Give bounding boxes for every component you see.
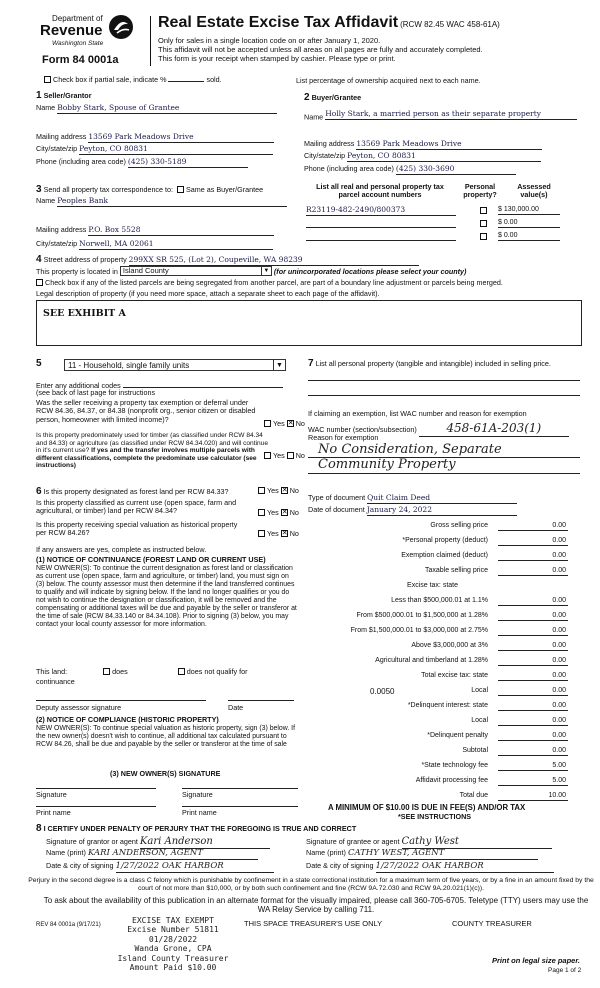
notice1-title: (1) NOTICE OF CONTINUANCE (FOREST LAND OR CURRENT USE) [36, 555, 266, 564]
grantee-sig-row: Signature of grantee or agent Cathy West [306, 836, 552, 849]
county-treasurer-label: COUNTY TREASURER [452, 919, 532, 928]
grantee-name-field[interactable]: CATHY WEST, AGENT [348, 849, 538, 860]
parcel-number-field[interactable] [306, 219, 456, 228]
s5-q1-no-checkbox[interactable] [287, 420, 294, 427]
perjury-notice: Perjury in the second degree is a class C felony which is punishable by confinement in a state correctional institution for a maximum term of five years, or by a fine in an amount fixed by the court of not more than $10,000, or by both such confinement and fine (RCW 9A.72.030 and RCW 9A.20.021(1)(c)). [28, 877, 594, 892]
calc-row: *Delinquent penalty 0.00 [308, 732, 568, 742]
s6-q3: Is this property receiving special valuation as historical property per RCW 84.26? [36, 520, 238, 538]
parcel-col3-header: Assessed value(s) [517, 182, 551, 200]
segregate-row: Check box if any of the listed parcels are being segregated from another parcel, are part of a boundary line adjustment or parcels being merged. [36, 279, 503, 287]
ownership-note: List percentage of ownership acquired next to each name. [296, 76, 481, 85]
calc-row: Local 0.00 [308, 717, 568, 727]
buyer-phone-field[interactable]: (425) 330-3690 [396, 165, 516, 175]
calc-row: Total excise tax: state 0.00 [308, 672, 568, 682]
grantee-date-row: Date & city of signing 1/27/2022 OAK HARBOR [306, 862, 554, 873]
wac-field[interactable]: 458-61A-203(1) [419, 422, 569, 437]
owner-print-label: Print name [36, 808, 71, 817]
calc-row: From $500,000.01 to $1,500,000 at 1.28% 0.00 [308, 612, 568, 622]
legal-description-box[interactable] [36, 300, 582, 346]
calc-row: Above $3,000,000 at 3% 0.00 [308, 642, 568, 652]
seller-name-field[interactable]: Bobby Stark, Spouse of Grantee [57, 104, 277, 114]
dor-emblem-icon [108, 14, 134, 40]
parcel-row [306, 219, 566, 229]
personal-property-checkbox[interactable] [480, 233, 487, 240]
seller-city-field[interactable]: Peyton, CO 80831 [79, 145, 273, 155]
treasurer-use-only: THIS SPACE TREASURER'S USE ONLY [244, 919, 383, 928]
correspondence-row: 3 Send all property tax correspondence to: Same as Buyer/Grantee [36, 184, 264, 195]
owner-sig-label: Signature [36, 790, 67, 799]
owner-sig-label: Signature [182, 790, 213, 799]
header-note2: This affidavit will not be accepted unless all areas on all pages are fully and accurately completed. [158, 45, 483, 54]
notice3-title: (3) NEW OWNER(S) SIGNATURE [110, 769, 221, 778]
calc-value[interactable]: 0.00 [498, 627, 568, 636]
s6-q1-answers: Yes✕ No [256, 487, 299, 495]
exemption-label: If claiming an exemption, list WAC number and reason for exemption [308, 409, 527, 418]
calc-row: *Personal property (deduct) 0.00 [308, 537, 568, 547]
header-note1: Only for sales in a single location code on or after January 1, 2020. [158, 36, 381, 45]
use-code-select[interactable]: 11 - Household, single family units ▼ [64, 359, 286, 371]
grantor-sig-row: Signature of grantor or agent Kari Anderson [46, 836, 270, 849]
legal-description-text: SEE EXHIBIT A [43, 308, 126, 319]
personal-property-checkbox[interactable] [480, 220, 487, 227]
page-number: Page 1 of 2 [548, 967, 582, 974]
partial-sale-row: Check box if partial sale, indicate % sold. [42, 76, 222, 84]
seller-name-row: Name Bobby Stark, Spouse of Grantee [36, 104, 286, 114]
personal-property-checkbox[interactable] [480, 207, 487, 214]
corr-mail-row: Mailing address P.O. Box 5528 [36, 226, 274, 236]
s6-q2-yes-checkbox[interactable] [258, 509, 265, 516]
seller-city-row: City/state/zip Peyton, CO 80831 [36, 145, 273, 155]
s6-q1-no-checkbox[interactable] [281, 487, 288, 494]
calc-row: Less than $500,000.01 at 1.1% 0.00 [308, 597, 568, 607]
partial-sale-checkbox[interactable] [44, 76, 51, 83]
grantor-signature[interactable]: Kari Anderson [140, 836, 270, 849]
header-note3: This form is your receipt when stamped by cashier. Please type or print. [158, 54, 396, 63]
agency-line1: Department of [52, 14, 103, 23]
calc-row: *State technology fee 5.00 [308, 762, 568, 772]
corr-mail-field[interactable]: P.O. Box 5528 [88, 226, 274, 236]
buyer-name-field[interactable]: Holly Stark, a married person as their separate property [325, 110, 577, 120]
dor-logo [40, 14, 150, 68]
seller-mail-row: Mailing address 13569 Park Meadows Drive [36, 133, 274, 143]
s5-q2-yes-checkbox[interactable] [264, 452, 271, 459]
reason-field[interactable]: No Consideration, Separate Community Property [318, 442, 502, 472]
calc-row: Total due 10.00 [308, 792, 568, 802]
s6-q2-answers: Yes✕ No [256, 509, 299, 517]
s5-q1-yes-checkbox[interactable] [264, 420, 271, 427]
grantor-name-row: Name (print) KARI ANDERSON, AGENT [46, 849, 258, 860]
section5-row: 5 [36, 358, 42, 369]
wac-row: WAC number (section/subsection) 458-61A-203(1) [308, 422, 569, 437]
notice1-body: NEW OWNER(S): To continue the current designation as forest land or classification as current use (open space, farm and agriculture, or timber) land, you must sign on (3) below. The county assessor must then determine if the land transferred continues to qualify and will indicate by signing below. If the land no longer qualifies or you do not wish to continue the designation or classification, it will be removed and the compensating or additional taxes will be due and payable by the seller or transferor at the time of sale (RCW 84.33.140 or 84.34.108). Prior to signing (3) below, you may contact your local county assessor for more information. [36, 565, 297, 628]
calc-value[interactable]: 0.00 [498, 747, 568, 756]
buyer-city-row: City/state/zip Peyton, CO 80831 [304, 152, 541, 162]
calc-value[interactable]: 0.00 [498, 522, 568, 531]
deputy-date-label: Date [228, 703, 244, 712]
seller-mail-field[interactable]: 13569 Park Meadows Drive [88, 133, 274, 143]
calc-row: Affidavit processing fee 5.00 [308, 777, 568, 787]
treasurer-stamp: EXCISE TAX EXEMPT Excise Number 51811 01/28/2022 Wanda Grone, CPA Island County Treasurer Amount Paid $10.00 [117, 916, 229, 973]
corr-name-field[interactable]: Peoples Bank [57, 197, 287, 207]
continuance-label: continuance [36, 677, 75, 686]
chevron-down-icon: ▼ [273, 360, 285, 371]
parcel-row [306, 232, 566, 242]
calc-value[interactable]: 0.00 [498, 717, 568, 726]
calc-value[interactable]: 0.00 [498, 612, 568, 621]
buyer-city-field[interactable]: Peyton, CO 80831 [347, 152, 541, 162]
calc-value[interactable]: 0.00 [498, 567, 568, 576]
calc-row: From $1,500,000.01 to $3,000,000 at 2.75% 0.00 [308, 627, 568, 637]
street-row: 4 Street address of property 299XX SR 525, (Lot 2), Coupeville, WA 98239 [36, 254, 419, 266]
s5-q2-no-checkbox[interactable] [287, 452, 294, 459]
corr-city-field[interactable]: Norwell, MA 02061 [79, 240, 273, 250]
agency-line3: Washington State [52, 40, 104, 47]
calc-row: Subtotal 0.00 [308, 747, 568, 757]
calc-value[interactable]: 0.00 [498, 657, 568, 666]
assessed-value-field[interactable]: $ 0.00 [498, 232, 560, 241]
doc-type-field[interactable]: Quit Claim Deed [367, 494, 517, 504]
section7-label: 7 List all personal property (tangible and intangible) included in selling price. [308, 358, 551, 369]
grantee-signature[interactable]: Cathy West [402, 836, 552, 849]
this-land-row: This land: does does not qualify for [36, 667, 248, 676]
grantor-name-field[interactable]: KARI ANDERSON, AGENT [88, 849, 258, 860]
calc-value[interactable]: 5.00 [498, 777, 568, 786]
additional-codes-field[interactable] [123, 380, 283, 388]
calc-value[interactable]: 0.00 [498, 672, 568, 681]
grantor-date-row: Date & city of signing 1/27/2022 OAK HARBOR [46, 862, 274, 873]
same-as-buyer-checkbox[interactable] [177, 186, 184, 193]
legal-size-note: Print on legal size paper. [492, 957, 580, 965]
calc-row: Exemption claimed (deduct) 0.00 [308, 552, 568, 562]
calc-row: Gross selling price 0.00 [308, 522, 568, 532]
does-checkbox[interactable] [103, 668, 110, 675]
county-row: This property is located in Island County ▼ (for unincorporated locations please select your county) [36, 266, 467, 276]
calc-value[interactable]: 0.00 [498, 732, 568, 741]
county-select[interactable]: Island County ▼ [120, 266, 272, 276]
calc-value[interactable]: 0.00 [498, 687, 568, 696]
parcel-col2-header: Personal property? [463, 182, 497, 200]
calc-value[interactable]: 0.00 [498, 597, 568, 606]
parcel-number-field[interactable] [306, 232, 456, 241]
owner-print-label: Print name [182, 808, 217, 817]
does-not-checkbox[interactable] [178, 668, 185, 675]
s5-q1-answers: Yes✕ No [262, 420, 305, 428]
assessed-value-field[interactable]: $ 0.00 [498, 219, 560, 228]
s6-q3-no-checkbox[interactable] [281, 530, 288, 537]
reason-label: Reason for exemption [308, 433, 379, 442]
corr-city-row: City/state/zip Norwell, MA 02061 [36, 240, 273, 250]
seller-phone-row: Phone (including area code) (425) 330-5189 [36, 158, 248, 168]
calc-row: *Delinquent interest: state 0.00 [308, 702, 568, 712]
notice2-body: NEW OWNER(S): To continue special valuation as historic property, sign (3) below. If the new owner(s) doesn't wish to continue, all additional tax calculated pursuant to RCW 84.26, shall be due and payable by the seller or transferor at the time of sale [36, 725, 296, 748]
calc-value[interactable]: 0.00 [498, 552, 568, 561]
s6-q3-yes-checkbox[interactable] [258, 530, 265, 537]
chevron-down-icon: ▼ [261, 267, 271, 276]
s6-q1: 6 Is this property designated as forest land per RCW 84.33? [36, 486, 229, 497]
calc-row: Taxable selling price 0.00 [308, 567, 568, 577]
calc-row: Agricultural and timberland at 1.28% 0.00 [308, 657, 568, 667]
grantee-date-field[interactable]: 1/27/2022 OAK HARBOR [376, 862, 554, 873]
buyer-phone-row: Phone (including area code) (425) 330-3690 [304, 165, 516, 175]
s6-q3-answers: Yes✕ No [256, 530, 299, 538]
doc-date-row: Date of document January 24, 2022 [308, 506, 517, 516]
calc-value[interactable]: 10.00 [498, 792, 568, 801]
rev-number: REV 84 0001a (9/17/21) [36, 922, 101, 928]
calc-row: 0.0050 Local 0.00 [370, 687, 566, 696]
s5-q2: Is this property predominately used for timber (as classified under RCW 84.34 and 84.33) or agriculture (as classified under RCW 84.34.020) and will continue in it's current use? If yes and the transfer involves multiple parcels with different classifications, complete the predominate use calculator (see instructions) [36, 432, 269, 470]
doc-date-field[interactable]: January 24, 2022 [367, 506, 517, 516]
alt-format-notice: To ask about the availability of this publication in an alternate format for the visually impaired, please call 360-705-6705. Teletype (TTY) users may use the WA Relay Service by calling 711. [43, 896, 589, 915]
form-number: Form 84 0001a [42, 54, 119, 66]
parcel-col1-header: List all real and personal property tax parcel account numbers [316, 182, 444, 200]
corr-name-row: Name Peoples Bank [36, 197, 287, 207]
s5-q2-answers: Yes No [262, 452, 305, 460]
see-instructions: *SEE INSTRUCTIONS [398, 812, 472, 821]
buyer-mail-row: Mailing address 13569 Park Meadows Drive [304, 140, 542, 150]
s6-q1-yes-checkbox[interactable] [258, 487, 265, 494]
parcel-row [306, 206, 566, 216]
calc-value[interactable]: 0.00 [498, 537, 568, 546]
buyer-heading: 2 Buyer/Grantee [304, 92, 362, 103]
seller-phone-field[interactable]: (425) 330-5189 [128, 158, 248, 168]
segregate-checkbox[interactable] [36, 279, 43, 286]
local-rate: 0.0050 [370, 687, 395, 696]
calc-value[interactable]: 0.00 [498, 702, 568, 711]
agency-line2: Revenue [40, 22, 103, 39]
s6-complete-note: If any answers are yes, complete as instructed below. [36, 545, 207, 554]
doc-type-row: Type of document Quit Claim Deed [308, 494, 517, 504]
grantor-date-field[interactable]: 1/27/2022 OAK HARBOR [116, 862, 274, 873]
form-title: Real Estate Excise Tax Affidavit (RCW 82.45 WAC 458-61A) [158, 14, 500, 31]
parcel-number-field[interactable]: R23119-482-2490/800373 [306, 206, 456, 216]
assessed-value-field[interactable]: $ 130,000.00 [498, 206, 560, 215]
legal-label: Legal description of property (if you need more space, attach a separate sheet to each page of the affidavit). [36, 289, 380, 298]
minimum-note: A MINIMUM OF $10.00 IS DUE IN FEE(S) AND/OR TAX [328, 803, 526, 812]
s6-q2: Is this property classified as current use (open space, farm and agricultural, or timber) land per RCW 84.34? [36, 498, 237, 516]
calc-value[interactable]: 5.00 [498, 762, 568, 771]
certify-row: 8 I CERTIFY UNDER PENALTY OF PERJURY THAT THE FOREGOING IS TRUE AND CORRECT [36, 823, 357, 834]
notice2-title: (2) NOTICE OF COMPLIANCE (HISTORIC PROPERTY) [36, 715, 219, 724]
calc-row: Excise tax: state [407, 582, 458, 589]
calc-value[interactable]: 0.00 [498, 642, 568, 651]
deputy-label: Deputy assessor signature [36, 703, 122, 712]
seller-heading: 1 Seller/Grantor [36, 90, 92, 101]
codes-note: (see back of last page for instructions [36, 388, 156, 397]
buyer-name-row: Name Holly Stark, a married person as their separate property [304, 110, 577, 122]
grantee-name-row: Name (print) CATHY WEST, AGENT [306, 849, 538, 860]
street-field[interactable]: 299XX SR 525, (Lot 2), Coupeville, WA 98239 [129, 256, 419, 266]
s5-q1: Was the seller receiving a property tax exemption or deferral under RCW 84.36, 84.37, or 84.38 (nonprofit org., senior citizen or disabled person, homeowner with limited income)? [36, 398, 256, 424]
additional-codes-row: Enter any additional codes [36, 380, 283, 390]
buyer-mail-field[interactable]: 13569 Park Meadows Drive [356, 140, 542, 150]
s6-q2-no-checkbox[interactable] [281, 509, 288, 516]
